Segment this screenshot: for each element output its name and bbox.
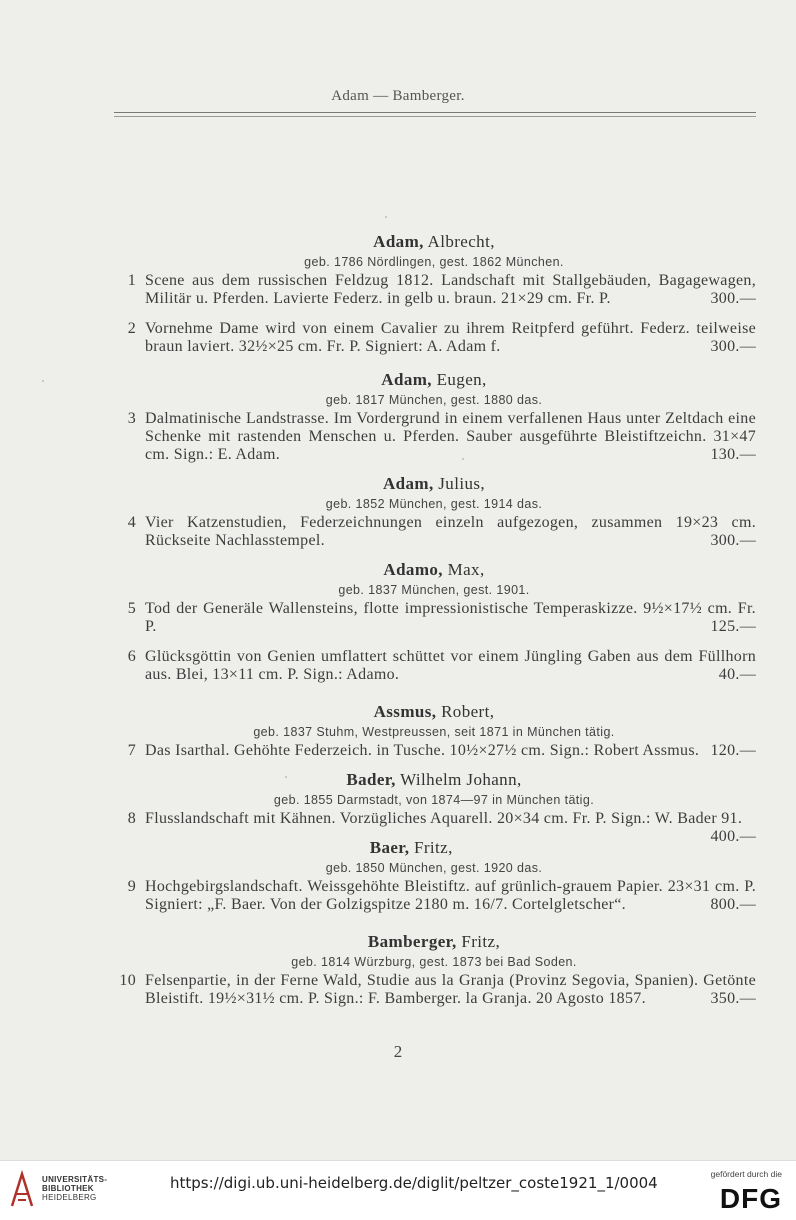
lot-description: Dalmatinische Landstrasse. Im Vordergrund in einem verfallenen Haus unter Zeltdach eine Schenke mit rastenden Menschen u. Pferden. Sauber ausgeführte Bleistiftzeichn. 31×47 cm. Sign.: E. Adam. bbox=[145, 410, 756, 463]
artist-dates: geb. 1837 München, gest. 1901. bbox=[338, 583, 530, 597]
artist-heading bbox=[112, 474, 756, 512]
artist-heading bbox=[112, 232, 756, 270]
library-name[interactable] bbox=[42, 1175, 107, 1202]
artist-forename: Wilhelm Johann, bbox=[400, 770, 522, 789]
library-name-line: HEIDELBERG bbox=[42, 1193, 97, 1202]
digitization-footer bbox=[0, 1160, 796, 1220]
lot-description: Das Isarthal. Gehöhte Federzeich. in Tusche. 10½×27½ cm. Sign.: Robert Assmus. bbox=[145, 742, 700, 759]
lot-number: 8 bbox=[127, 810, 136, 827]
lot-price: 120.— bbox=[710, 742, 756, 759]
funding-note: gefördert durch die bbox=[710, 1169, 782, 1179]
lot-number: 4 bbox=[127, 514, 136, 531]
lot-price: 800.— bbox=[710, 896, 756, 913]
paper-speck bbox=[42, 380, 44, 382]
artist-forename: Max, bbox=[447, 560, 485, 579]
header-rule-double bbox=[114, 116, 756, 117]
artist-surname: Baer, bbox=[369, 838, 410, 857]
artist-heading bbox=[112, 932, 756, 970]
library-name-line: BIBLIOTHEK bbox=[42, 1184, 94, 1193]
paper-speck bbox=[385, 216, 387, 218]
artist-surname: Bader, bbox=[346, 770, 396, 789]
artist-heading bbox=[112, 560, 756, 598]
lot-entry bbox=[112, 410, 756, 464]
lot-entry bbox=[112, 272, 756, 308]
lot-entry bbox=[112, 514, 756, 550]
lot-description: Hochgebirgslandschaft. Weissgehöhte Bleistiftz. auf grünlich-grauem Papier. 23×31 cm. P. Signiert: „F. Baer. Von der Golzigspitze 2180 m. 16/7. Cortelgletscher“. bbox=[145, 878, 756, 913]
lot-price: 125.— bbox=[710, 618, 756, 635]
lot-entry bbox=[112, 742, 756, 760]
artist-dates: geb. 1855 Darmstadt, von 1874—97 in München tätig. bbox=[273, 793, 595, 807]
page-number: 2 bbox=[393, 1042, 403, 1061]
lot-price: 40.— bbox=[718, 666, 756, 683]
lot-price: 300.— bbox=[710, 338, 756, 355]
running-head: Adam — Bamberger. bbox=[331, 88, 465, 104]
artist-surname: Adam, bbox=[381, 370, 432, 389]
lot-entry bbox=[112, 600, 756, 636]
lot-price: 130.— bbox=[710, 446, 756, 463]
lot-number: 3 bbox=[127, 410, 136, 427]
artist-forename: Albrecht, bbox=[427, 232, 495, 251]
dfg-logo[interactable]: DFG bbox=[719, 1183, 782, 1214]
artist-dates: geb. 1817 München, gest. 1880 das. bbox=[325, 393, 543, 407]
permalink-url[interactable]: https://digi.ub.uni-heidelberg.de/diglit/peltzer_coste1921_1/0004 bbox=[170, 1174, 658, 1192]
lot-price: 300.— bbox=[710, 290, 756, 307]
artist-forename: Eugen, bbox=[436, 370, 487, 389]
artist-forename: Robert, bbox=[441, 702, 495, 721]
artist-forename: Julius, bbox=[438, 474, 486, 493]
lot-number: 7 bbox=[127, 742, 136, 759]
catalog-entries bbox=[112, 232, 756, 1008]
lot-entry bbox=[112, 320, 756, 356]
lot-entry bbox=[112, 648, 756, 684]
artist-dates: geb. 1852 München, gest. 1914 das. bbox=[325, 497, 543, 511]
lot-description: Scene aus dem russischen Feldzug 1812. Landschaft mit Stallgebäuden, Bagagewagen, Militär u. Pferden. Lavierte Federz. in gelb u. braun. 21×29 cm. Fr. P. bbox=[145, 272, 756, 307]
lot-description: Glücksgöttin von Genien umflattert schüttet vor einem Jüngling Gaben aus dem Füllhorn aus. Blei, 13×11 cm. P. Sign.: Adamo. bbox=[145, 648, 756, 683]
lot-description: Vier Katzenstudien, Federzeichnungen einzeln aufgezogen, zusammen 19×23 cm. Rückseite Nachlasstempel. bbox=[145, 514, 756, 549]
artist-surname: Adam, bbox=[382, 474, 434, 493]
artist-forename: Fritz, bbox=[414, 838, 453, 857]
lot-number: 5 bbox=[127, 600, 136, 617]
lot-entry bbox=[112, 810, 756, 845]
artist-surname: Assmus, bbox=[373, 702, 437, 721]
artist-surname: Adam, bbox=[373, 232, 424, 251]
artist-forename: Fritz, bbox=[461, 932, 501, 951]
lot-number: 10 bbox=[119, 972, 136, 989]
lot-description: Vornehme Dame wird von einem Cavalier zu ihrem Reitpferd geführt. Federz. teilweise braun laviert. 32½×25 cm. Fr. P. Signiert: A. Adam f. bbox=[145, 320, 756, 355]
lot-description: Flusslandschaft mit Kähnen. Vorzügliches Aquarell. 20×34 cm. Fr. P. Sign.: W. Bader 91. bbox=[145, 810, 743, 827]
lot-price: 300.— bbox=[710, 532, 756, 549]
artist-surname: Bamberger, bbox=[367, 932, 457, 951]
lot-entry bbox=[112, 972, 756, 1008]
artist-dates: geb. 1837 Stuhm, Westpreussen, seit 1871 in München tätig. bbox=[253, 725, 615, 739]
lot-price: 400.— bbox=[710, 828, 756, 845]
artist-heading bbox=[112, 702, 756, 740]
header-rule bbox=[114, 112, 756, 113]
lot-description: Tod der Generäle Wallensteins, flotte impressionistische Temperaskizze. 9½×17½ cm. Fr. P. bbox=[145, 600, 756, 635]
library-name-line: UNIVERSITÄTS- bbox=[42, 1175, 108, 1184]
artist-dates: geb. 1786 Nördlingen, gest. 1862 München. bbox=[304, 255, 564, 269]
artist-heading bbox=[112, 370, 756, 408]
lot-entry bbox=[112, 878, 756, 914]
artist-heading bbox=[112, 838, 756, 876]
artist-surname: Adamo, bbox=[383, 560, 443, 579]
lot-price: 350.— bbox=[710, 990, 756, 1007]
lot-number: 2 bbox=[127, 320, 136, 337]
lot-number: 6 bbox=[127, 648, 136, 665]
lot-number: 1 bbox=[127, 272, 136, 289]
university-library-logo-icon[interactable] bbox=[8, 1170, 36, 1210]
artist-heading bbox=[112, 770, 756, 808]
artist-dates: geb. 1814 Würzburg, gest. 1873 bei Bad Soden. bbox=[291, 955, 577, 969]
artist-dates: geb. 1850 München, gest. 1920 das. bbox=[325, 861, 543, 875]
lot-number: 9 bbox=[127, 878, 136, 895]
lot-description: Felsenpartie, in der Ferne Wald, Studie aus la Granja (Provinz Segovia, Spanien). Getönte Bleistift. 19½×31½ cm. P. Sign.: F. Bamberger. la Granja. 20 Agosto 1857. bbox=[145, 972, 756, 1007]
